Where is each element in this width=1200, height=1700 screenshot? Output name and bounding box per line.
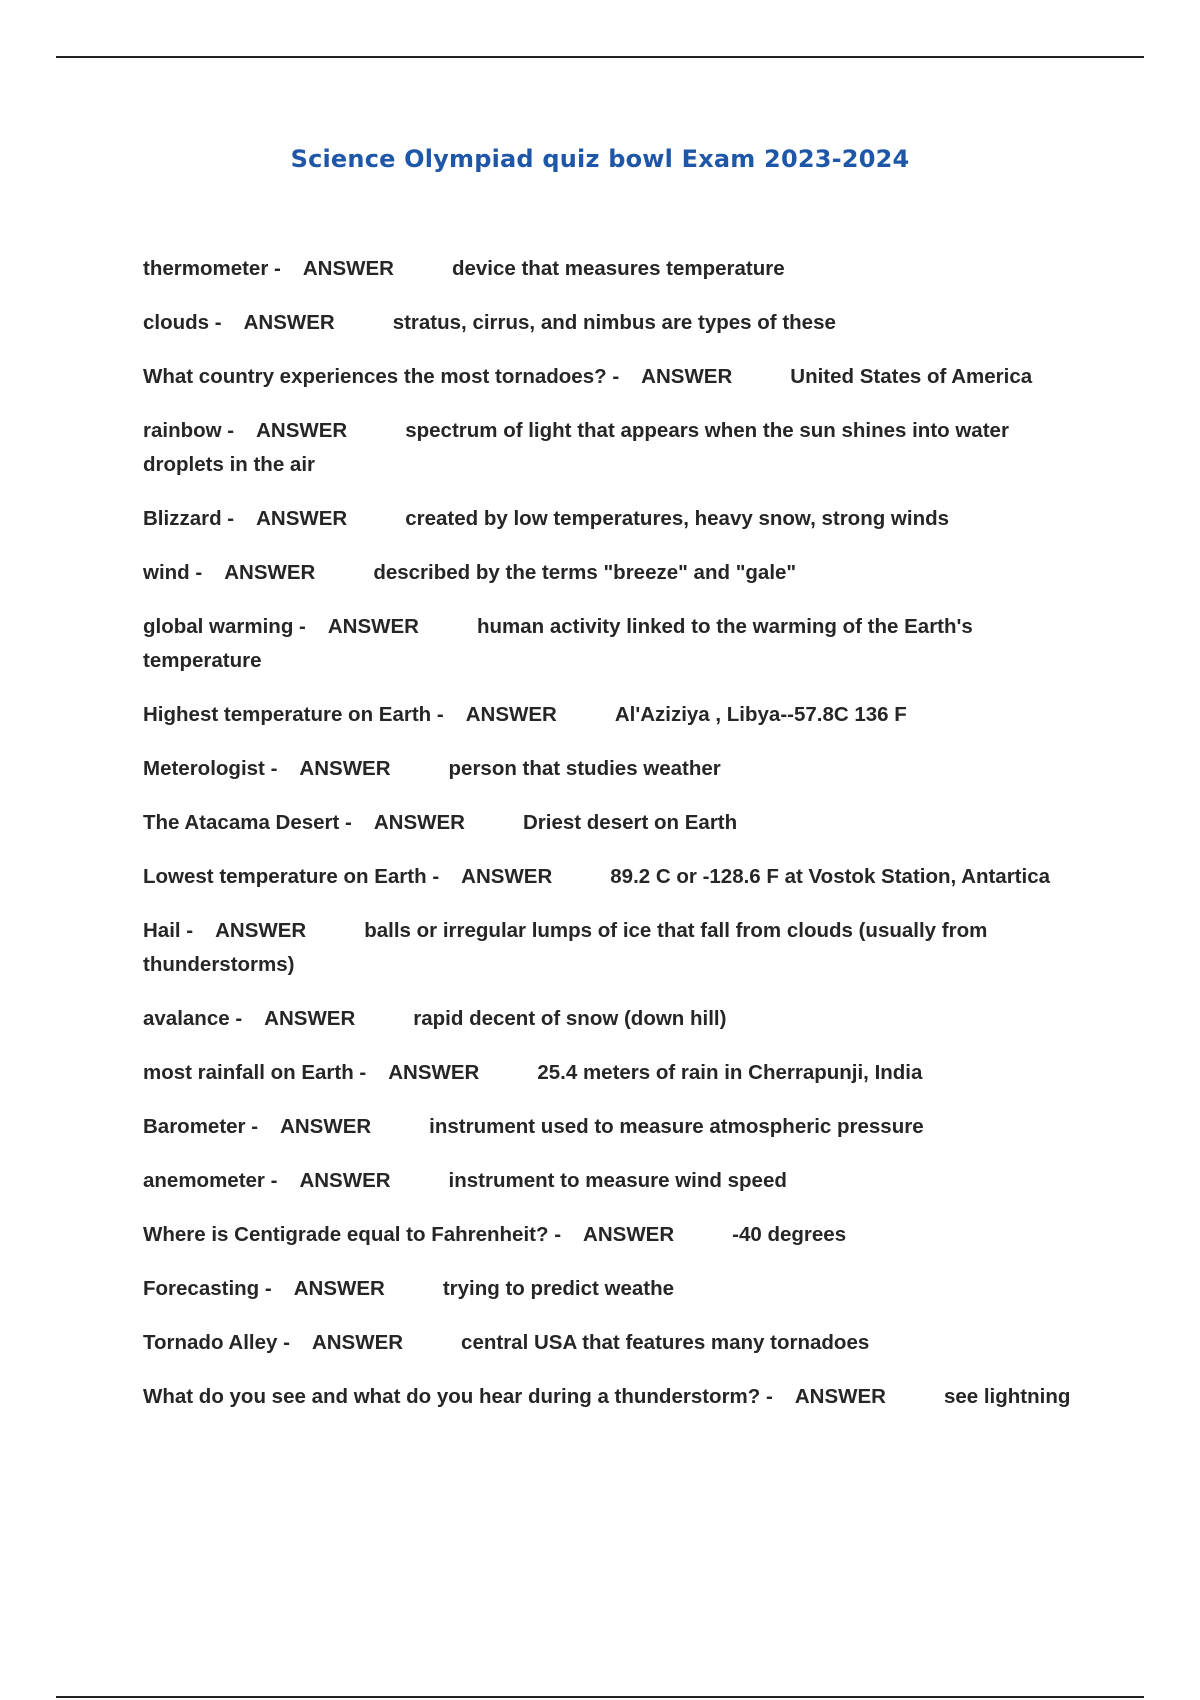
qa-term: rainbow - <box>143 419 235 442</box>
qa-term: Tornado Alley - <box>143 1331 290 1354</box>
answer-label: ANSWER <box>583 1223 675 1246</box>
qa-term: global warming - <box>143 615 306 638</box>
qa-answer: instrument used to measure atmospheric pressure <box>429 1115 924 1138</box>
answer-label: ANSWER <box>299 1169 391 1192</box>
qa-answer: United States of America <box>790 365 1033 388</box>
qa-item <box>143 502 1093 536</box>
answer-label: ANSWER <box>461 865 553 888</box>
qa-term: clouds - <box>143 311 222 334</box>
qa-item <box>143 860 1093 894</box>
qa-answer: instrument to measure wind speed <box>448 1169 787 1192</box>
qa-item <box>143 306 1093 340</box>
qa-list <box>143 252 1093 1434</box>
qa-answer: rapid decent of snow (down hill) <box>413 1007 727 1030</box>
answer-label: ANSWER <box>388 1061 480 1084</box>
qa-item <box>143 1056 1093 1090</box>
qa-term: avalance - <box>143 1007 243 1030</box>
answer-label: ANSWER <box>264 1007 356 1030</box>
qa-answer: Al'Aziziya , Libya--57.8C 136 F <box>614 703 907 726</box>
qa-answer: trying to predict weathe <box>442 1277 675 1300</box>
qa-term: Barometer - <box>143 1115 259 1138</box>
answer-label: ANSWER <box>641 365 733 388</box>
qa-answer: spectrum of light that appears when the sun shines into water droplets in the air <box>143 419 1009 476</box>
qa-term: thermometer - <box>143 257 281 280</box>
qa-item <box>143 1218 1093 1252</box>
qa-item <box>143 556 1093 590</box>
answer-label: ANSWER <box>299 757 391 780</box>
qa-item <box>143 806 1093 840</box>
qa-term: Lowest temperature on Earth - <box>143 865 440 888</box>
answer-label: ANSWER <box>302 257 394 280</box>
answer-label: ANSWER <box>215 919 307 942</box>
qa-term: Blizzard - <box>143 507 235 530</box>
qa-item <box>143 914 1093 982</box>
answer-label: ANSWER <box>465 703 557 726</box>
qa-item <box>143 360 1093 394</box>
qa-item <box>143 1326 1093 1360</box>
bottom-rule <box>56 1696 1144 1698</box>
qa-item <box>143 414 1093 482</box>
qa-item <box>143 698 1093 732</box>
answer-label: ANSWER <box>280 1115 372 1138</box>
qa-term: The Atacama Desert - <box>143 811 352 834</box>
qa-item <box>143 1272 1093 1306</box>
answer-label: ANSWER <box>256 419 348 442</box>
qa-item <box>143 610 1093 678</box>
top-rule <box>56 56 1144 58</box>
qa-term: What do you see and what do you hear during a thunderstorm? - <box>143 1385 773 1408</box>
qa-answer: 25.4 meters of rain in Cherrapunji, India <box>537 1061 923 1084</box>
qa-answer: balls or irregular lumps of ice that fall from clouds (usually from thunderstorms) <box>143 919 988 976</box>
qa-term: Highest temperature on Earth - <box>143 703 444 726</box>
qa-item <box>143 1164 1093 1198</box>
qa-answer: central USA that features many tornadoes <box>461 1331 870 1354</box>
qa-term: anemometer - <box>143 1169 278 1192</box>
answer-label: ANSWER <box>256 507 348 530</box>
qa-term: most rainfall on Earth - <box>143 1061 367 1084</box>
qa-term: Forecasting - <box>143 1277 272 1300</box>
qa-item <box>143 752 1093 786</box>
qa-item <box>143 1380 1093 1414</box>
answer-label: ANSWER <box>224 561 316 584</box>
answer-label: ANSWER <box>794 1385 886 1408</box>
qa-answer: human activity linked to the warming of the Earth's temperature <box>143 615 973 672</box>
qa-term: Meterologist - <box>143 757 278 780</box>
page-title: Science Olympiad quiz bowl Exam 2023-2024 <box>290 145 910 173</box>
qa-answer: Driest desert on Earth <box>522 811 738 834</box>
qa-answer: 89.2 C or -128.6 F at Vostok Station, Antartica <box>610 865 1051 888</box>
answer-label: ANSWER <box>327 615 419 638</box>
qa-answer: device that measures temperature <box>451 257 785 280</box>
qa-term: What country experiences the most tornadoes? - <box>143 365 620 388</box>
qa-answer: -40 degrees <box>732 1223 847 1246</box>
answer-label: ANSWER <box>293 1277 385 1300</box>
qa-term: wind - <box>143 561 203 584</box>
qa-answer: described by the terms "breeze" and "gale" <box>373 561 797 584</box>
answer-label: ANSWER <box>311 1331 404 1354</box>
qa-term: Hail - <box>143 919 194 942</box>
qa-answer: see lightning <box>943 1385 1071 1408</box>
qa-item <box>143 1110 1093 1144</box>
qa-item <box>143 252 1093 286</box>
answer-label: ANSWER <box>243 311 335 334</box>
qa-answer: stratus, cirrus, and nimbus are types of these <box>392 311 836 334</box>
answer-label: ANSWER <box>373 811 465 834</box>
qa-answer: person that studies weather <box>448 757 721 780</box>
qa-term: Where is Centigrade equal to Fahrenheit? - <box>143 1223 562 1246</box>
qa-item <box>143 1002 1093 1036</box>
qa-answer: created by low temperatures, heavy snow, strong winds <box>405 507 950 530</box>
